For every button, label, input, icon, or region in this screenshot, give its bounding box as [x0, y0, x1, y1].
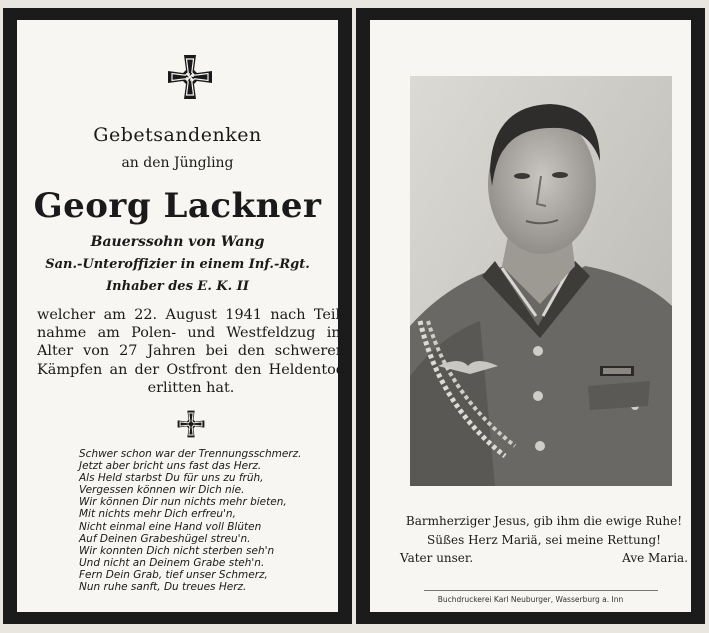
poem-line: Fern Dein Grab, tief unser Schmerz, — [79, 568, 268, 581]
poem-line: Wir konnten Dich nicht sterben seh'n — [79, 544, 275, 557]
prayer-line: Süßes Herz Mariä, sei meine Rettung! — [427, 532, 661, 547]
memorial-poem — [79, 448, 329, 593]
portrait-photo — [410, 76, 672, 486]
poem-line: Jetzt aber bricht uns fast das Herz. — [79, 460, 262, 473]
bio-line: nahme am Polen- und Westfeldzug im — [37, 325, 345, 342]
poem-line: Auf Deinen Grabeshügel streu'n. — [79, 532, 251, 545]
prayer-closing-line — [394, 549, 694, 568]
intro-line: an den Jüngling — [121, 155, 234, 171]
card-paper — [17, 20, 345, 612]
subtitle-line: San.-Unteroffizier in einem Inf.-Rgt. — [45, 257, 310, 272]
divider-line — [424, 590, 658, 591]
heading-gebetsandenken: Gebetsandenken — [93, 124, 262, 146]
poem-line: Vergessen können wir Dich nie. — [79, 484, 245, 497]
biography-text — [37, 306, 345, 397]
bio-line: Alter von 27 Jahren bei den schweren — [37, 343, 345, 360]
subtitle-line: Bauerssohn von Wang — [90, 234, 265, 250]
prayer-line: Barmherziger Jesus, gib ihm die ewige Ruhe! — [405, 514, 683, 528]
soldier-portrait-image — [410, 76, 672, 486]
prayer-ave-maria: Ave Maria. — [622, 551, 688, 565]
iron-cross-icon — [177, 410, 205, 438]
poem-line: Mit nichts mehr Dich erfreu'n, — [79, 508, 236, 521]
poem-line: Schwer schon war der Trennungsschmerz. — [79, 448, 302, 460]
bio-line: Kämpfen an der Ostfront den Heldentod — [37, 361, 345, 378]
printer-imprint: Buchdruckerei Karl Neuburger, Wasserburg a. Inn — [437, 595, 624, 604]
subtitle-line: Inhaber des E. K. II — [106, 279, 249, 294]
poem-line: Wir können Dir nun nichts mehr bieten, — [79, 496, 287, 509]
poem-line: Nun ruhe sanft, Du treues Herz. — [79, 581, 247, 594]
poem-line: Nicht einmal eine Hand voll Blüten — [79, 520, 262, 533]
bio-line: erlitten hat. — [147, 379, 235, 396]
poem-line: Und nicht an Deinem Grabe steh'n. — [79, 556, 265, 569]
memorial-card-front — [3, 8, 352, 624]
card-paper — [370, 20, 691, 612]
memorial-card-back — [356, 8, 705, 624]
deceased-name: Georg Lackner — [33, 186, 322, 226]
prayer-text — [394, 512, 694, 568]
poem-line: Als Held starbst Du für uns zu früh, — [79, 472, 264, 485]
bio-line: welcher am 22. August 1941 nach Teil- — [37, 307, 345, 323]
prayer-vater-unser: Vater unser. — [400, 551, 474, 565]
iron-cross-icon — [167, 54, 213, 100]
